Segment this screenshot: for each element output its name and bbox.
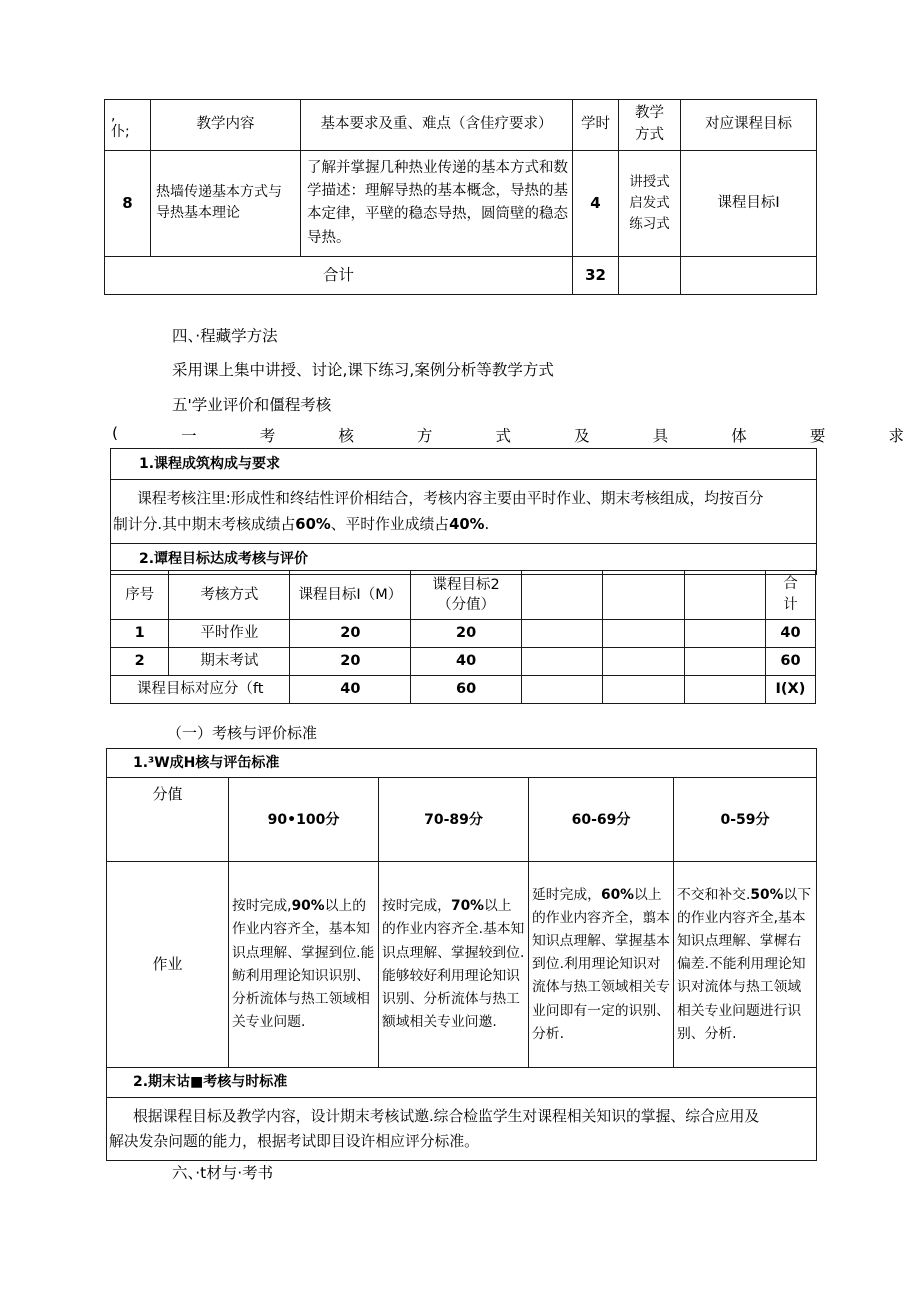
rubric-band-60-69: 60-69分 [529,778,674,862]
obj-header-blank3 [684,571,765,620]
final-exam-title-row [107,1068,817,1097]
row-content: 热墙传递基本方式与导热基本理论 [151,150,301,257]
row-method [619,150,681,257]
row-method-line2: 启发式 [629,195,670,211]
rubric-cell-0-pct: 90% [291,898,325,915]
final-exam-body [107,1097,817,1161]
row-method-line1: 讲授式 [629,174,670,191]
obj-footer-blank1 [521,676,602,704]
header-method [619,100,681,151]
rubric-cell-3-pct: 50% [750,886,784,903]
spaced-char-2: 考 [259,427,276,445]
rubric-title: 1.³W成H核与评缶标准 [107,749,817,778]
obj-row-obj1: 20 [290,620,411,648]
rubric-cell-fail [674,862,817,1068]
grade-body-pct-homework: 40% [449,515,485,533]
obj-header-total-line2: 计 [783,597,798,614]
rubric-header-row [107,778,817,862]
grade-body-line1: 课程考核注里:形成性和终结性评价相结合，考核内容主要由平时作业、期末考核组成，均按百分 [137,490,764,508]
obj-row-method: 平时作业 [169,620,290,648]
obj-row-obj1: 20 [290,648,411,676]
obj-row-obj2: 20 [411,620,522,648]
obj-header-method: 考核方式 [169,571,290,620]
row-hours: 4 [573,150,619,257]
row-objective: 课程目标I [681,150,817,257]
obj-row-no: 2 [111,648,169,676]
rubric-cell-2-pre: 延时完成， [532,886,601,903]
obj-footer-blank2 [603,676,684,704]
header-requirements: 基本要求及重、难点（含佳疗要求） [301,100,573,151]
rubric-band-70-89: 70-89分 [379,778,529,862]
rubric-cell-2-post: 以上的作业内容齐全，翦本知识点理解、掌握基本到位.利用理论知识对流体与热工领域相关专业问即有一定的识别、分析. [532,886,670,1042]
rubric-cell-0-pre: 按时完成, [232,898,292,915]
grade-body-row [111,480,817,544]
obj-footer-blank3 [684,676,765,704]
final-exam-body-row [107,1097,817,1161]
total-blank-objective [681,257,817,294]
obj-header-obj2-line2: （分值） [437,597,496,614]
obj-header-no: 序号 [111,571,169,620]
rubric-cell-1-pre: 按时完成， [382,898,451,915]
grade-title-row [111,449,817,480]
table-row [111,620,816,648]
obj-row-no: 1 [111,620,169,648]
rubric-cell-1-post: 以上的作业内容齐全.基本知识点理解、掌握较到位.能够较好利用理论知识识别、分析流体与热工额域相关专业问邀. [382,898,525,1031]
spaced-char-0: ( [112,424,119,442]
objective-footer-row [111,676,816,704]
spaced-char-9: 要 [809,427,826,445]
header-objective: 对应课程目标 [681,100,817,151]
obj-header-obj1: 课程目标I（M） [290,571,411,620]
objective-table-title: 2.谭程目标达成考核与评价 [111,544,817,575]
rubric-row-label-homework: 作业 [107,862,229,1068]
obj-row-blank1 [521,620,602,648]
obj-footer-total: I(X) [765,676,815,704]
obj-header-obj2-line1: 谍程目标2 [432,576,500,593]
final-body-line2: 解决发杂问题的能力，根据考试即目设许相应评分标准。 [109,1133,479,1151]
rubric-cell-pass [529,862,674,1068]
total-label: 合计 [105,257,573,294]
obj-row-blank2 [603,620,684,648]
header-index-line1: , [111,108,116,125]
rubric-score-label: 分值 [107,778,229,862]
teaching-plan-table [104,99,817,295]
grade-composition-title: 1.课程成筑构成与要求 [111,449,817,480]
final-body-line1: 根据课程目标及教学内容，设计期末考核试邀.综合检监学生对课程相关知识的掌握、综合应用及 [133,1107,760,1125]
heading-textbooks: 六、·t材与·考书 [172,1164,274,1182]
spaced-char-3: 核 [338,427,354,445]
obj-row-obj2: 40 [411,648,522,676]
obj-row-total: 40 [765,620,815,648]
table-total-row [105,257,817,294]
heading-assessment-criteria: （一）考核与评价标准 [167,724,318,742]
obj-footer-obj2: 60 [411,676,522,704]
header-content: 教学内容 [151,100,301,151]
rubric-cell-good [379,862,529,1068]
total-hours: 32 [573,257,619,294]
rubric-content-row [107,862,817,1068]
final-exam-title: 2.期末诂■考核与时标准 [107,1068,817,1097]
obj-header-total [765,571,815,620]
table-row [105,150,817,257]
spaced-heading-assessment [112,424,904,446]
grade-body-line2-end: . [484,515,490,533]
obj-header-blank1 [521,571,602,620]
header-index-line2: 仆; [111,123,130,140]
total-blank-method [619,257,681,294]
spaced-char-1: 一 [181,427,197,445]
table-header-row [105,100,817,151]
spaced-char-4: 方 [416,427,433,445]
row-method-line3: 练习式 [629,215,670,232]
rubric-cell-1-pct: 70% [450,898,485,915]
header-index [105,100,151,151]
grade-composition-body [111,480,817,544]
rubric-band-0-59: 0-59分 [674,778,817,862]
obj-header-blank2 [603,571,684,620]
obj-row-method: 期末考试 [169,648,290,676]
rubric-cell-3-post: 以下的作业内容齐全,基本知识点理解、掌樨右偏差.不能利用理论知识对流体与热工领域相关专业问题进行识别、分析. [677,886,811,1042]
grade-body-line2-pre: 制计分.其中期末考核成绩占 [113,515,296,533]
paragraph-teaching-methods: 采用课上集中讲授、讨论,课下练习,案例分析等教学方式 [172,361,554,379]
heading-teaching-methods: 四、·程藏学方法 [172,327,278,345]
row-requirements: 了解并掌握几种热业传递的基本方式和数学描述：理解导热的基本概念，导热的基本定律，平壁的稳态导热，圆筒壁的稳态导热。 [301,150,573,257]
grade-body-pct-final: 60% [295,515,331,533]
spaced-char-7: 具 [652,427,669,445]
rubric-cell-excellent [229,862,379,1068]
header-hours: 学时 [573,100,619,151]
spaced-char-5: 式 [495,427,512,445]
obj-row-blank2 [603,648,684,676]
spaced-char-8: 体 [731,427,747,445]
obj-header-obj2 [411,571,522,620]
grade-composition-table [110,448,817,575]
obj-row-blank3 [684,648,765,676]
heading-evaluation: 五'学业评价和僵程考核 [172,396,332,414]
spaced-char-6: 及 [574,427,590,445]
rubric-title-row [107,749,817,778]
objective-attainment-table [110,570,816,704]
obj-row-blank1 [521,648,602,676]
table-row [111,648,816,676]
header-method-line2: 方式 [635,126,664,143]
assessment-rubric-table [106,748,817,1161]
header-method-line1: 教学 [635,105,664,121]
obj-header-total-line1: 合 [783,576,798,592]
rubric-cell-0-post: 以上的作业内容齐全，基本知识点理解、掌握到位.能鲂利用理论知识识别、分析流体与热工领域相关专业问题. [232,898,375,1031]
objective-header-row [111,571,816,620]
rubric-band-90-100: 90•100分 [229,778,379,862]
row-no: 8 [105,150,151,257]
rubric-cell-3-pre: 不交和补交. [677,886,751,903]
spaced-char-10: 求 [888,427,904,445]
obj-row-total: 60 [765,648,815,676]
obj-footer-label: 课程目标对应分（ft [111,676,290,704]
obj-row-blank3 [684,620,765,648]
rubric-cell-2-pct: 60% [600,886,635,903]
obj-footer-obj1: 40 [290,676,411,704]
grade-body-line2-mid: 、平时作业成绩占 [330,515,450,533]
